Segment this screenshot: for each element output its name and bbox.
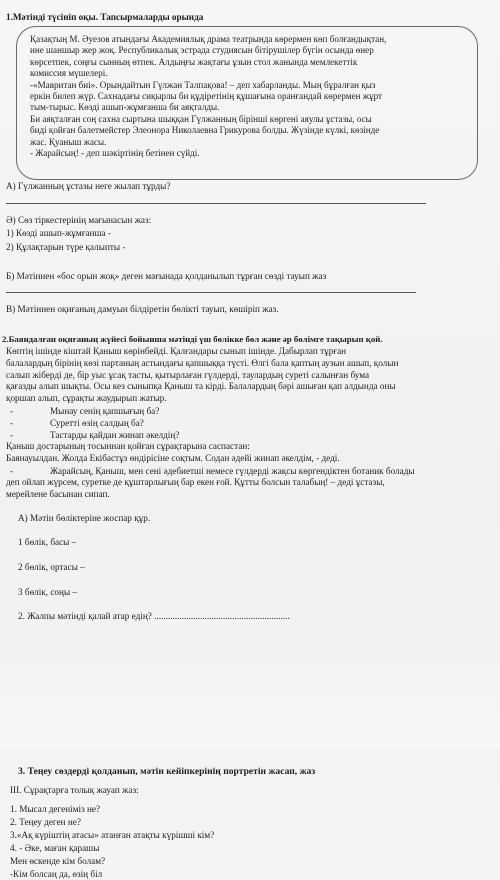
reading-line: -«Мавритан биі». Орындайтын Гүлжан Талпақова! – деп хабарланды. Мың бұралған қыз	[30, 79, 376, 90]
question-item: Мен өскенде кім болам?	[10, 856, 106, 866]
reading-line: биді қойған балетмейстер Элеонора Николаевна Грикурова болды. Жүзінде күлкі, көзінде	[30, 125, 380, 136]
story-line: Баянауылдан. Жолда Екібастұз өндірісіне соқтым. Содан әдейі жинап әкелдім, - деді.	[6, 452, 340, 463]
question-item: 1. Мысал дегеніміз не?	[10, 804, 101, 814]
question-b-1: 1) Көзді ашып-жұмғанша -	[6, 228, 111, 238]
question-b-title: Ә) Сөз тіркестерінің мағынасын жаз:	[6, 215, 152, 225]
section1-heading: 1.Мәтінді түсініп оқы. Тапсырмаларды орында	[6, 12, 204, 22]
title-question: 2. Жалпы мәтінді қалай атар едің? ...........................................................	[18, 611, 290, 621]
story-line: қоршап алып, сұрақты жаудырып жатыр.	[6, 393, 167, 404]
question-b-2: 2) Құлақтарын түре қалыпты -	[6, 242, 126, 252]
question-item: 3.«Ақ күріштің атасы» атанған атақты күрішші кім?	[10, 830, 215, 840]
reading-line: Қазақтың М. Әуезов атындағы Академиялық драма театрында көрермен көп болғандықтан,	[30, 34, 387, 44]
dialogue-text: Мынау сенің қапшығың ба?	[50, 406, 160, 416]
question-a: А) Гүлжанның ұстазы неге жылап тұрды?	[6, 181, 171, 191]
question-item: 2. Теңеу деген не?	[10, 817, 81, 827]
story-paragraph	[6, 441, 492, 465]
reading-line: еркін билеп жүр. Сахнадағы сиқырлы би құдіретінің құшағына оранғандай көрермен жұрт	[30, 91, 382, 102]
story-line: Көптің ішінде кіштай Қаныш көрінбейді. Қалғандары сынып ішінде. Дабырлап тұрған	[6, 346, 347, 356]
story-line: деп ойлап жүрсем, суретке де құштарлығың бар екен ғой. Құтты болсын талабың! – деді ұстазы,	[6, 477, 385, 487]
reading-line: көрсетпек, соңғы сынның өтпек. Алдыңғы жақтағы ұзын стол жанында мемлекеттік	[30, 56, 358, 67]
dialogue-text: Суретті өзің салдың ба?	[50, 418, 144, 428]
question-item: -Кім болсаң да, өзің біл	[10, 869, 103, 879]
story-line: мерейлене басынан сипап.	[6, 488, 110, 499]
reading-line: - Жарайсың! - деп шәкіртінің бетінен сүйді.	[30, 148, 200, 159]
part-3: 3 бөлік, соңы –	[18, 587, 78, 597]
reading-line: ине шаншыр жер жоқ. Республикалық эстрада студиясын бітірушілер бүгін осында өнер	[30, 45, 374, 56]
reading-line: тым-тырыс. Көзді ашып-жұмғанша би аяқталды.	[30, 102, 220, 113]
reading-text	[30, 34, 470, 159]
reading-line: жас. Қуаныш жасы.	[30, 136, 107, 147]
part-1: 1 бөлік, басы –	[18, 537, 77, 547]
dialogue-text: Тастарды қайдан жинап әкелдің?	[50, 430, 180, 440]
reading-line: комиссия мүшелері.	[30, 68, 108, 79]
story-line: Қаныш достарының тосыннан қойған сұрақтарына саспастан:	[6, 441, 250, 451]
story-line: қағазды алып шықты. Осы кез сыныпқа Қаныш та кірді. Балалардың бәрі ашыған қап алдында оны	[6, 381, 396, 392]
question-item: 4. - Әке, маған қарашы	[10, 843, 100, 853]
story-line: салып жіберді де, бір уыс ұсақ тасты, қытырлаған гүлдерді, таулардың суреті салынған бума	[6, 369, 370, 380]
question-d: В) Мәтіннен оқиғаның дамуын білдіретін бөлікті тауып, көшіріп жаз.	[6, 304, 279, 314]
question-c: Б) Мәтіннен «бос орын жоқ» деген мағынада қолданылып тұрған сөзді тауып жаз	[6, 271, 327, 281]
story-paragraph	[6, 477, 492, 501]
section3-heading: 3. Теңеу сөздерді қолданып, мәтін кейіпкерінің портретін жасап, жаз	[18, 766, 316, 777]
story-paragraph	[6, 346, 492, 405]
answer-line	[6, 292, 416, 293]
section2-heading: 2.Баяндалған оқиғаның жүйесі бойынша мәтінді үш бөлікке бөл және әр бөлімге тақырып қой.	[2, 334, 383, 344]
page-gap	[0, 660, 500, 750]
dialogue-text: Жарайсың, Қаныш, мен сені әдебиетші немесе гүлдерді жақсы көргендіктен ботаник болады	[50, 466, 415, 476]
document-page: 1.Мәтінді түсініп оқы. Тапсырмаларды орында Қазақтың М. Әуезов атындағы Академиялық драма театрында көрермен көп болғандықтан, ине шаншыр жер жоқ. Республикалық эстрада студиясын бітірушілер бүгін осында өнер көрсетпек, соңғы сынның өтпек. Алдыңғы жақтағы ұзын стол жанында мемлекеттік комиссия мүшелері. -«Мавритан биі». Орындайтын Гүлжан Талпақова! – деп хабарланды. Мың бұралған қыз еркін билеп жүр. Сахнадағы сиқырлы би құдіретінің құшағына оранғандай көрермен жұрт тым-тырыс. Көзді ашып-жұмғанша би аяқталды. Би аяқталған соң сахна сыртына шыққан Гүлжанның бірінші көргені аяулы ұстазы, осы биді қойған балетмейстер Элеонора Николаевна Грикурова болды. Жүзінде күлкі, көзінде жас. Қуаныш жасы. - Жарайсың! - деп шәкіртінің бетінен сүйді. А) Гүлжанның ұстазы неге жылап тұрды? Ә) Сөз тіркестерінің мағынасын жаз: 1) Көзді ашып-жұмғанша - 2) Құлақтарын түре қалыпты - Б) Мәтіннен «бос орын жоқ» деген мағынада қолданылып тұрған сөзді тауып жаз В) Мәтіннен оқиғаның дамуын білдіретін бөлікті тауып, көшіріп жаз. 2.Баяндалған оқиғаның жүйесі бойынша мәтінді үш бөлікке бөл және әр бөлімге тақырып қой. Көптің ішінде кіштай Қаныш көрінбейді. Қалғандары сынып ішінде. Дабырлап тұрған балалардың бірінің көзі партаның астындағы қапшыққа түсті. Өлгі бала қаптың аузын ашып, қолын салып жіберді де, бір уыс ұсақ тасты, қытырлаған гүлдерді, таулардың суреті салынған бума қағазды алып шықты. Осы кез сыныпқа Қаныш та кірді. Балалардың бәрі ашыған қап алдында оны қоршап алып, сұрақты жаудырып жатыр. - Мынау сенің қапшығың ба? - Суретті өзің салдың ба? - Тастарды қайдан жинап әкелдің? Қаныш достарының тосыннан қойған сұрақтарына саспастан: Баянауылдан. Жолда Екібастұз өндірісіне соқтым. Содан әдейі жинап әкелдім, - деді. - Жарайсың, Қаныш, мен сені әдебиетші немесе гүлдерді жақсы көргендіктен ботаник болады деп ойлап жүрсем, суретке де құштарлығың бар екен ғой. Құтты болсын талабың! – деді ұстазы, мерейлене басынан сипап. А) Мәтін бөліктеріне жоспар құр. 1 бөлік, басы – 2 бөлік, ортасы – 3 бөлік, соңы – 2. Жалпы мәтінді қалай атар едің? ........................................................... 3. Теңеу сөздерді қолданып, мәтін кейіпкерінің портретін жасап, жаз ІІІ. Сұрақтарға толық жауап жаз: 1. Мысал дегеніміз не? 2. Теңеу деген не? 3.«Ақ күріштің атасы» атанған атақты күрішші кім? 4. - Әке, маған қарашы Мен өскенде кім болам? -Кім болсаң да, өзің біл	[0, 0, 500, 879]
task-plan: А) Мәтін бөліктеріне жоспар құр.	[18, 513, 151, 523]
reading-line: Би аяқталған соң сахна сыртына шыққан Гүлжанның бірінші көргені аяулы ұстазы, осы	[30, 113, 372, 124]
part-2: 2 бөлік, ортасы –	[18, 562, 85, 572]
section3-subheading: ІІІ. Сұрақтарға толық жауап жаз:	[10, 785, 139, 795]
story-line: балалардың бірінің көзі партаның астындағы қапшыққа түсті. Өлгі бала қаптың аузын ашып, қолын	[6, 357, 399, 368]
answer-line	[6, 203, 426, 204]
